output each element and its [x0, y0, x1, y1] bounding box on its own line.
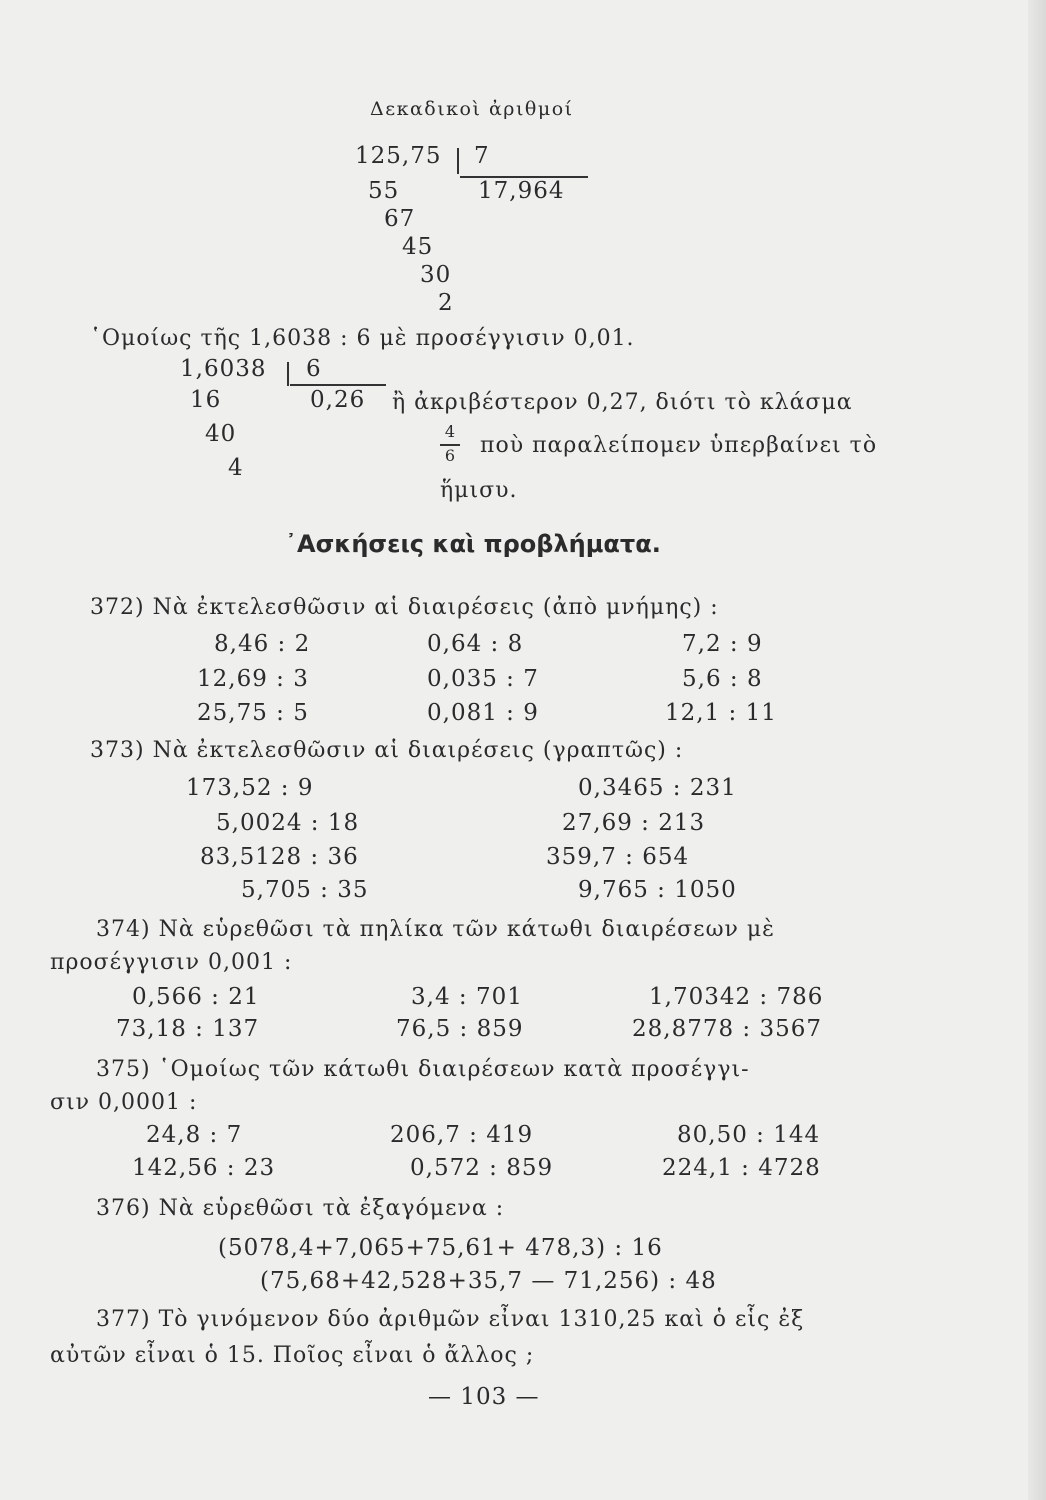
exercise-375-item: 0,572 : 859 — [410, 1155, 554, 1181]
division1-remainder: 55 — [368, 178, 400, 204]
exercise-373: 373) Νὰ ἐκτελεσθῶσιν αἱ διαιρέσεις (γραπτῶς) : — [90, 738, 684, 763]
exercise-374-item: 76,5 : 859 — [396, 1016, 524, 1042]
exercise-374-item: 0,566 : 21 — [132, 984, 260, 1010]
exercise-372-item: 12,69 : 3 — [197, 666, 309, 692]
division2-quotient: 0,26 — [310, 387, 366, 413]
exercise-372-item: 0,081 : 9 — [427, 700, 539, 726]
exercise-372-item: 0,64 : 8 — [427, 631, 524, 657]
exercise-376-expression: (75,68+42,528+35,7 — 71,256) : 48 — [260, 1268, 717, 1294]
page-number: — 103 — — [428, 1384, 540, 1410]
exercise-372-item: 12,1 : 11 — [665, 700, 777, 726]
exercise-373-item: 27,69 : 213 — [562, 810, 706, 836]
division1-divisor: 7 — [474, 143, 490, 169]
exercise-373-item: 5,705 : 35 — [241, 877, 369, 903]
running-header: Δεκαδικοὶ ἀριθμοί — [370, 98, 574, 120]
exercise-373-item: 9,765 : 1050 — [578, 877, 737, 903]
division1-remainder: 45 — [402, 234, 434, 260]
division2-remainder: 16 — [190, 387, 222, 413]
division2-divisor: 6 — [306, 356, 322, 382]
exercise-377: αὐτῶν εἶναι ὁ 15. Ποῖος εἶναι ὁ ἄλλος ; — [50, 1343, 535, 1368]
exercise-373-item: 359,7 : 654 — [546, 844, 690, 870]
fraction-numerator: 4 — [444, 422, 456, 441]
exercise-372-item: 0,035 : 7 — [427, 666, 539, 692]
division1-dividend: 125,75 — [355, 143, 442, 169]
division2-quotient-line — [290, 384, 386, 386]
exercise-375-item: 142,56 : 23 — [132, 1155, 276, 1181]
exercise-372-item: 7,2 : 9 — [682, 631, 763, 657]
section-title: ᾿Ασκήσεις καὶ προβλήματα. — [285, 530, 661, 558]
exercise-374-item: 73,18 : 137 — [116, 1016, 260, 1042]
division2-bar — [287, 362, 289, 386]
exercise-375: σιν 0,0001 : — [50, 1090, 198, 1115]
division2-remainder: 40 — [205, 421, 237, 447]
exercise-372-item: 5,6 : 8 — [682, 666, 763, 692]
division1-quotient: 17,964 — [478, 178, 565, 204]
fraction-denominator: 6 — [444, 446, 456, 465]
exercise-375: 375) ῾Ομοίως τῶν κάτωθι διαιρέσεων κατὰ προσέγγι- — [96, 1057, 750, 1082]
exercise-375-item: 206,7 : 419 — [390, 1122, 534, 1148]
division1-remainder: 30 — [420, 262, 452, 288]
division2-remainder: 4 — [228, 455, 244, 481]
exercise-375-item: 24,8 : 7 — [146, 1122, 243, 1148]
exercise-375-item: 80,50 : 144 — [677, 1122, 821, 1148]
page-edge — [1028, 0, 1046, 1500]
exercise-372: 372) Νὰ ἐκτελεσθῶσιν αἱ διαιρέσεις (ἀπὸ μνήμης) : — [90, 595, 719, 620]
exercise-374: προσέγγισιν 0,001 : — [50, 950, 293, 975]
exercise-376-expression: (5078,4+7,065+75,61+ 478,3) : 16 — [218, 1235, 663, 1261]
similarly-text: ῾Ομοίως τῆς 1,6038 : 6 μὲ προσέγγισιν 0,01. — [90, 326, 635, 351]
exercise-372-item: 8,46 : 2 — [214, 631, 311, 657]
exercise-374-item: 1,70342 : 786 — [649, 984, 824, 1010]
exercise-373-item: 83,5128 : 36 — [200, 844, 359, 870]
division1-bar — [457, 148, 459, 174]
exercise-374-item: 3,4 : 701 — [411, 984, 523, 1010]
exercise-374: 374) Νὰ εὑρεθῶσι τὰ πηλίκα τῶν κάτωθι διαιρέσεων μὲ — [96, 917, 775, 942]
division2-dividend: 1,6038 — [180, 356, 267, 382]
exercise-373-item: 5,0024 : 18 — [216, 810, 360, 836]
division2-text: ποὺ παραλείπομεν ὑπερβαίνει τὸ — [480, 433, 878, 458]
division1-remainder: 2 — [438, 290, 454, 316]
exercise-373-item: 0,3465 : 231 — [578, 775, 737, 801]
exercise-374-item: 28,8778 : 3567 — [632, 1016, 823, 1042]
exercise-377: 377) Τὸ γινόμενον δύο ἀριθμῶν εἶναι 1310,25 καὶ ὁ εἷς ἐξ — [96, 1307, 805, 1332]
exercise-373-item: 173,52 : 9 — [186, 775, 314, 801]
exercise-372-item: 25,75 : 5 — [197, 700, 309, 726]
exercise-376: 376) Νὰ εὑρεθῶσι τὰ ἐξαγόμενα : — [96, 1196, 505, 1221]
exercise-375-item: 224,1 : 4728 — [662, 1155, 821, 1181]
division2-text: ἥμισυ. — [440, 478, 518, 503]
division2-text: ἢ ἀκριβέστερον 0,27, διότι τὸ κλάσμα — [392, 390, 853, 415]
division1-remainder: 67 — [384, 206, 416, 232]
